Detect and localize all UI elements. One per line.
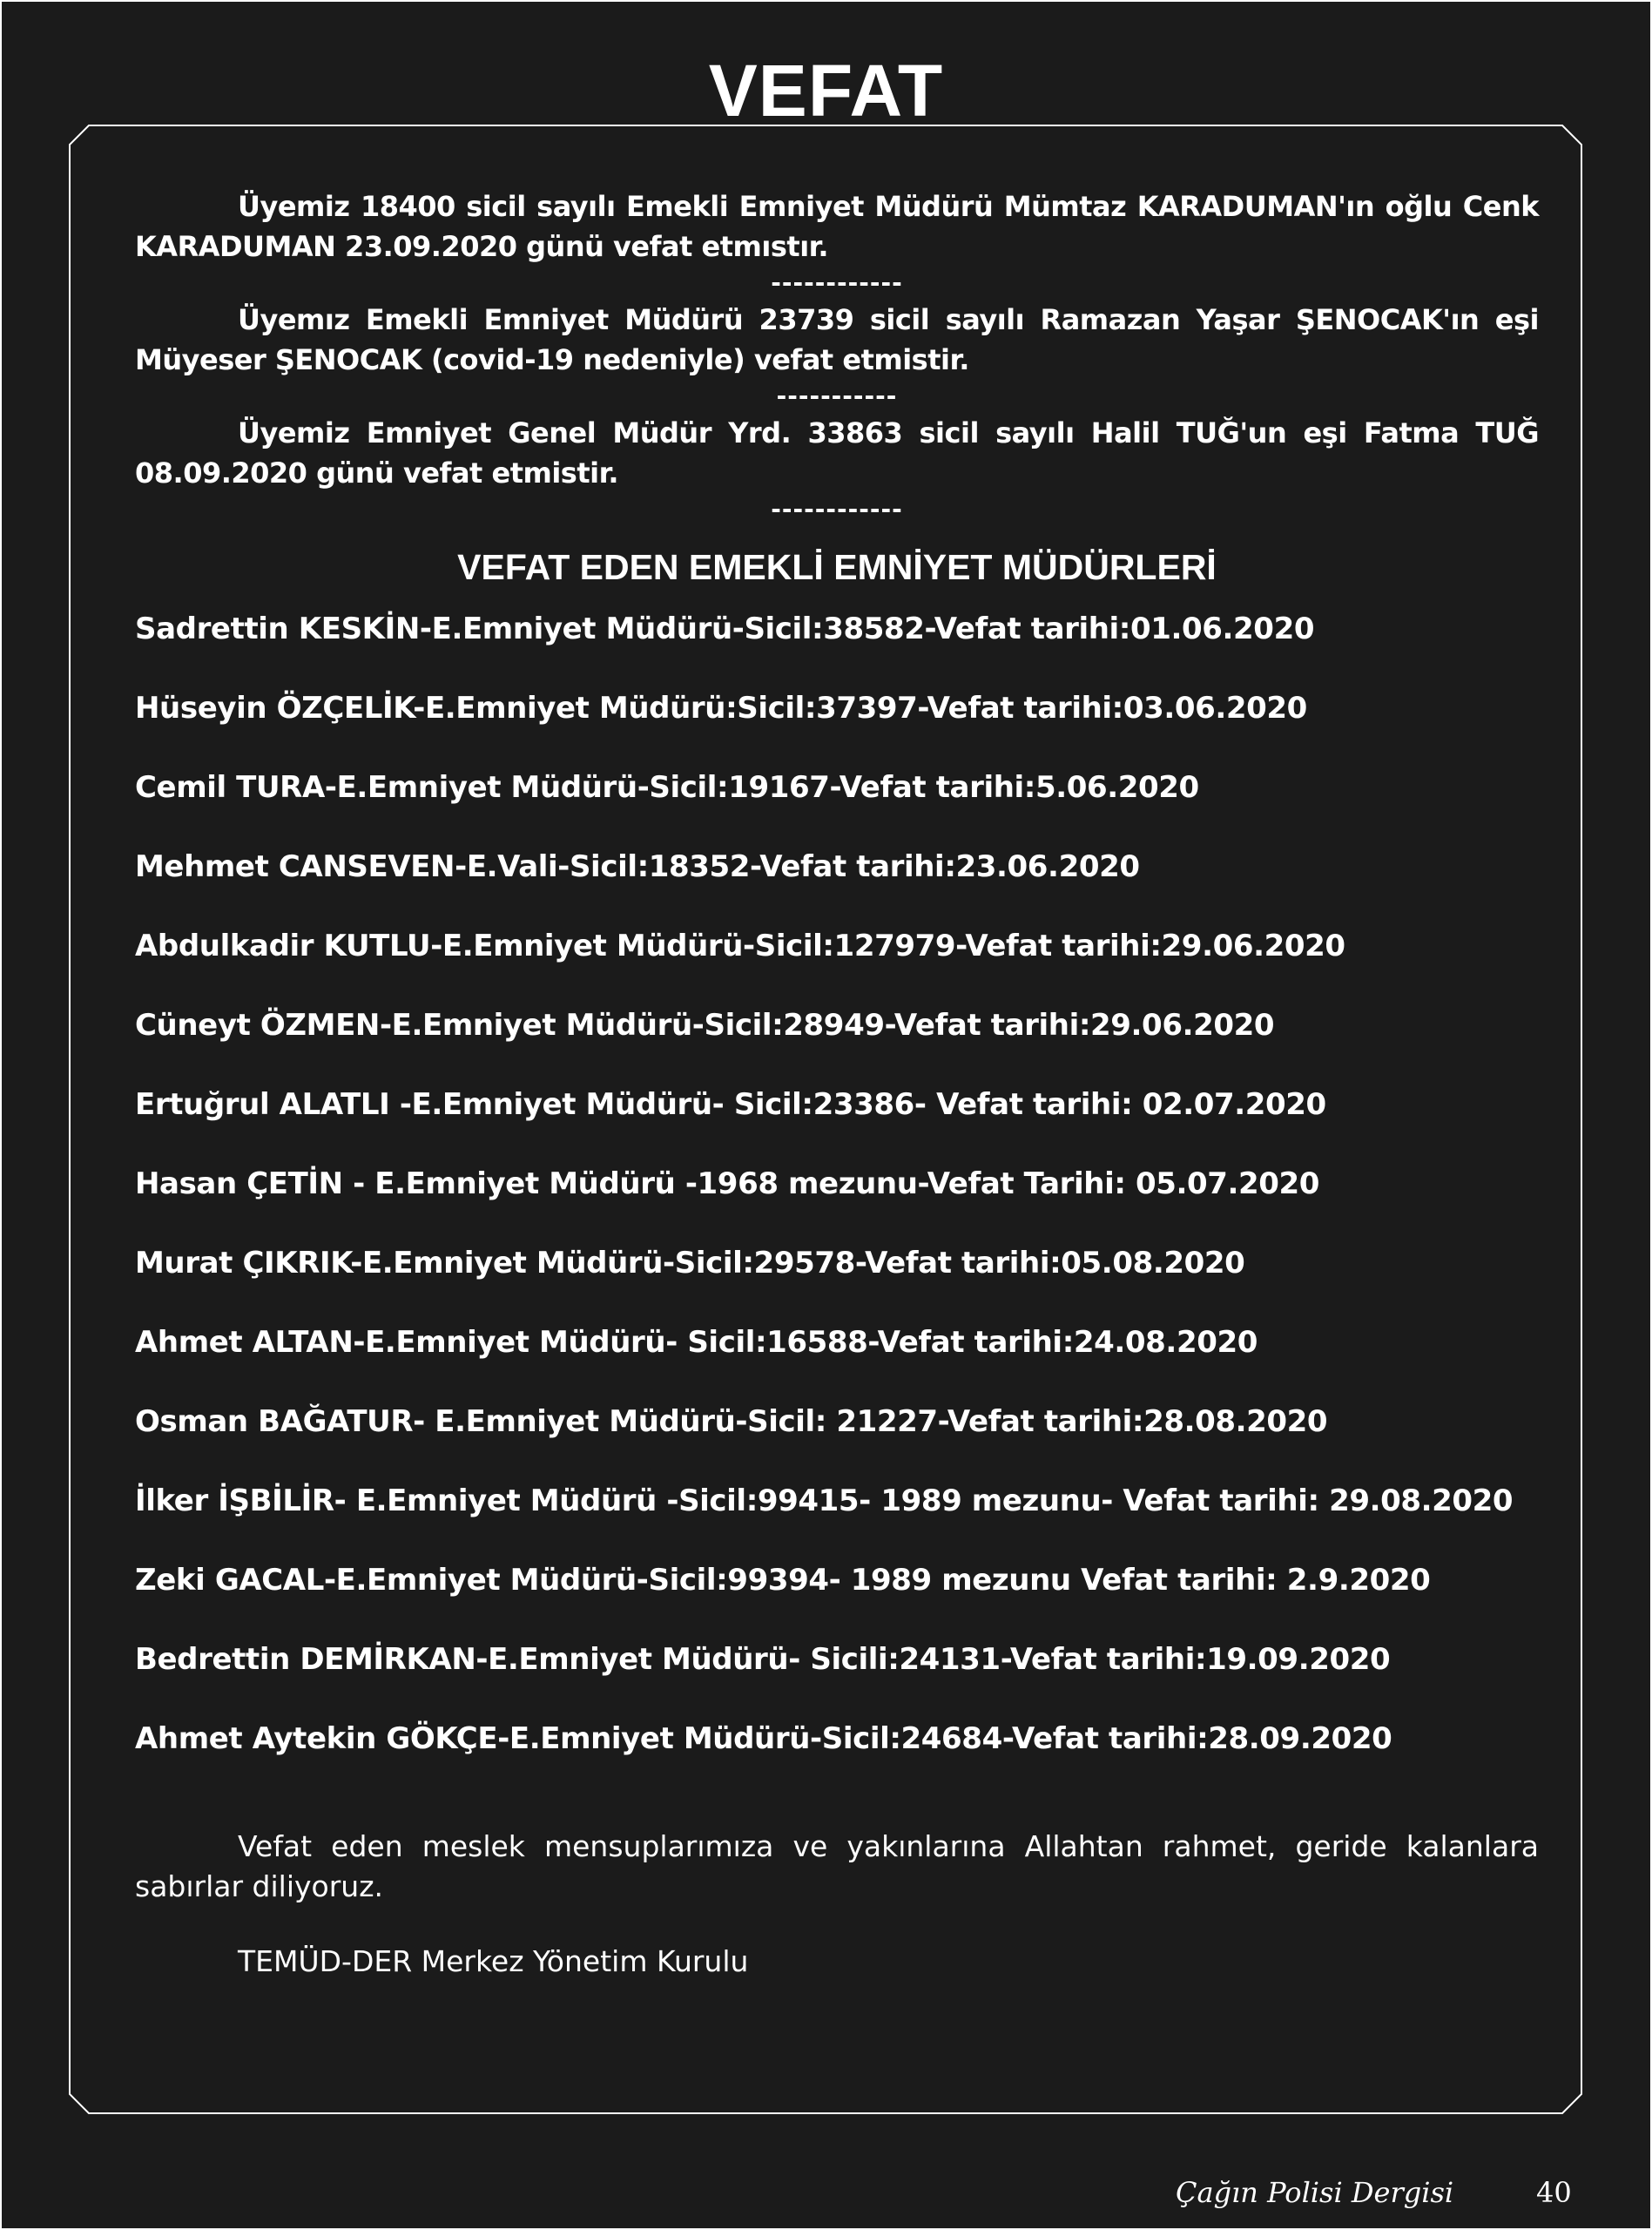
deceased-list	[135, 608, 1539, 1797]
list-item: Abdulkadir KUTLU-E.Emniyet Müdürü-Sicil:127979-Vefat tarihi:29.06.2020	[135, 929, 1345, 963]
list-item: Cemil TURA-E.Emniyet Müdürü-Sicil:19167-Vefat tarihi:5.06.2020	[135, 770, 1199, 805]
page-number: 40	[1536, 2176, 1572, 2209]
page	[2, 2, 1650, 2228]
list-item: İlker İŞBİLİR- E.Emniyet Müdürü -Sicil:99415- 1989 mezunu- Vefat tarihi: 29.08.2020	[135, 1483, 1514, 1518]
separator: ------------	[771, 268, 903, 297]
list-item: Bedrettin DEMİRKAN-E.Emniyet Müdürü- Sicili:24131-Vefat tarihi:19.09.2020	[135, 1642, 1391, 1677]
section-title: VEFAT EDEN EMEKLİ EMNİYET MÜDÜRLERİ	[457, 547, 1217, 587]
notice-paragraph: Üyemiz 18400 sicil sayılı Emekli Emniyet Müdürü Mümtaz KARADUMAN'ın oğlu Cenk KARADUMAN 23.09.2020 günü vefat etmıstır.	[135, 190, 1539, 263]
list-item: Osman BAĞATUR- E.Emniyet Müdürü-Sicil: 21227-Vefat tarihi:28.08.2020	[135, 1404, 1328, 1439]
list-item: Zeki GACAL-E.Emniyet Müdürü-Sicil:99394- 1989 mezunu Vefat tarihi: 2.9.2020	[135, 1563, 1431, 1598]
content	[135, 186, 1539, 1982]
separator: ------------	[771, 495, 903, 524]
list-item: Mehmet CANSEVEN-E.Vali-Sicil:18352-Vefat tarihi:23.06.2020	[135, 849, 1140, 884]
list-item: Ahmet Aytekin GÖKÇE-E.Emniyet Müdürü-Sicil:24684-Vefat tarihi:28.09.2020	[135, 1721, 1392, 1756]
separator: -----------	[776, 382, 898, 410]
list-item: Hasan ÇETİN - E.Emniyet Müdürü -1968 mezunu-Vefat Tarihi: 05.07.2020	[135, 1166, 1320, 1201]
magazine-name: Çağın Polisi Dergisi	[1176, 2176, 1454, 2209]
list-item: Cüneyt ÖZMEN-E.Emniyet Müdürü-Sicil:28949-Vefat tarihi:29.06.2020	[135, 1008, 1275, 1043]
signature: TEMÜD-DER Merkez Yönetim Kurulu	[238, 1944, 749, 1978]
closing-paragraph: Vefat eden meslek mensuplarımıza ve yakınlarına Allahtan rahmet, geride kalanlara sabırlar diliyoruz.	[135, 1829, 1539, 1903]
notice-paragraph: Üyemız Emekli Emniyet Müdürü 23739 sicil sayılı Ramazan Yaşar ŞENOCAK'ın eşi Müyeser ŞENOCAK (covid-19 nedeniyle) vefat etmistir.	[135, 303, 1539, 376]
list-item: Murat ÇIKRIK-E.Emniyet Müdürü-Sicil:29578-Vefat tarihi:05.08.2020	[135, 1246, 1245, 1281]
page-title: VEFAT	[708, 50, 944, 132]
notice-paragraph: Üyemiz Emniyet Genel Müdür Yrd. 33863 sicil sayılı Halil TUĞ'un eşi Fatma TUĞ 08.09.2020 günü vefat etmistir.	[135, 416, 1539, 490]
list-item: Hüseyin ÖZÇELİK-E.Emniyet Müdürü:Sicil:37397-Vefat tarihi:03.06.2020	[135, 691, 1307, 726]
list-item: Sadrettin KESKİN-E.Emniyet Müdürü-Sicil:38582-Vefat tarihi:01.06.2020	[135, 612, 1315, 646]
list-item: Ertuğrul ALATLI -E.Emniyet Müdürü- Sicil:23386- Vefat tarihi: 02.07.2020	[135, 1087, 1326, 1122]
list-item: Ahmet ALTAN-E.Emniyet Müdürü- Sicil:16588-Vefat tarihi:24.08.2020	[135, 1325, 1258, 1360]
